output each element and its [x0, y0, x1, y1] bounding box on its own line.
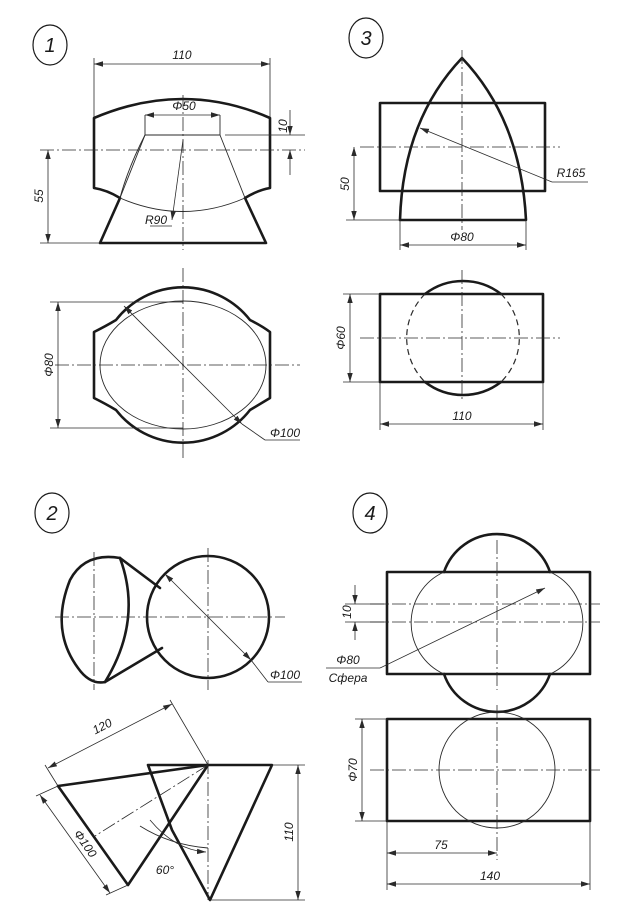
- task-1-dim-sphere-dia: Φ100: [269, 426, 301, 440]
- task-1-dim-top-dia: Φ50: [172, 99, 196, 113]
- task-1-dim-offset: 10: [276, 119, 290, 133]
- task-2-badge: [35, 493, 69, 533]
- task-2-dim-sphere-dia: Φ100: [269, 668, 301, 682]
- task-2-front-view: [36, 700, 305, 900]
- task-1-number: 1: [44, 35, 56, 57]
- task-4-front-view: [346, 705, 600, 890]
- task-3-badge: [349, 18, 383, 58]
- task-4-dim-sphere-dia: Φ80: [336, 653, 360, 667]
- task-2: [35, 493, 305, 900]
- task-1-front-view: [32, 48, 305, 250]
- task-4-dim-front-dia: Φ70: [346, 758, 360, 782]
- task-2-dim-angle: 60°: [155, 863, 175, 877]
- task-2-dim-length: 120: [90, 715, 115, 738]
- task-1-dim-width: 110: [172, 48, 192, 62]
- task-1-dim-radius: R90: [144, 213, 168, 227]
- task-4: [326, 493, 600, 890]
- task-3-dim-height: 50: [338, 177, 352, 191]
- task-3-front-view: [338, 50, 588, 250]
- task-4-dim-length: 140: [479, 869, 501, 883]
- task-2-dim-cone-dia: Φ100: [70, 827, 100, 861]
- task-4-top-view: [326, 534, 600, 712]
- task-3-top-view: [334, 270, 560, 430]
- task-4-number: 4: [364, 503, 376, 525]
- task-1-top-view: [42, 268, 300, 460]
- task-4-badge: [353, 493, 387, 533]
- task-2-dim-height: 110: [282, 822, 296, 842]
- task-1: [32, 25, 305, 460]
- task-3-dim-radius: R165: [556, 166, 586, 180]
- task-3: [334, 18, 588, 430]
- task-3-dim-base-dia: Φ80: [450, 230, 474, 244]
- task-1-badge: [33, 25, 67, 65]
- task-4-dim-offset: 10: [340, 605, 354, 619]
- task-1-dim-height: 55: [32, 189, 46, 203]
- task-1-dim-plan-dia: Φ80: [42, 353, 56, 377]
- task-3-dim-width: 110: [452, 409, 472, 423]
- task-2-top-view: [55, 548, 302, 690]
- task-2-number: 2: [46, 503, 58, 525]
- task-3-dim-plan-dia: Φ60: [334, 326, 348, 350]
- task-4-dim-pos: 75: [434, 838, 448, 852]
- task-3-number: 3: [360, 28, 372, 50]
- task-4-sphere-label: Сфера: [328, 671, 368, 685]
